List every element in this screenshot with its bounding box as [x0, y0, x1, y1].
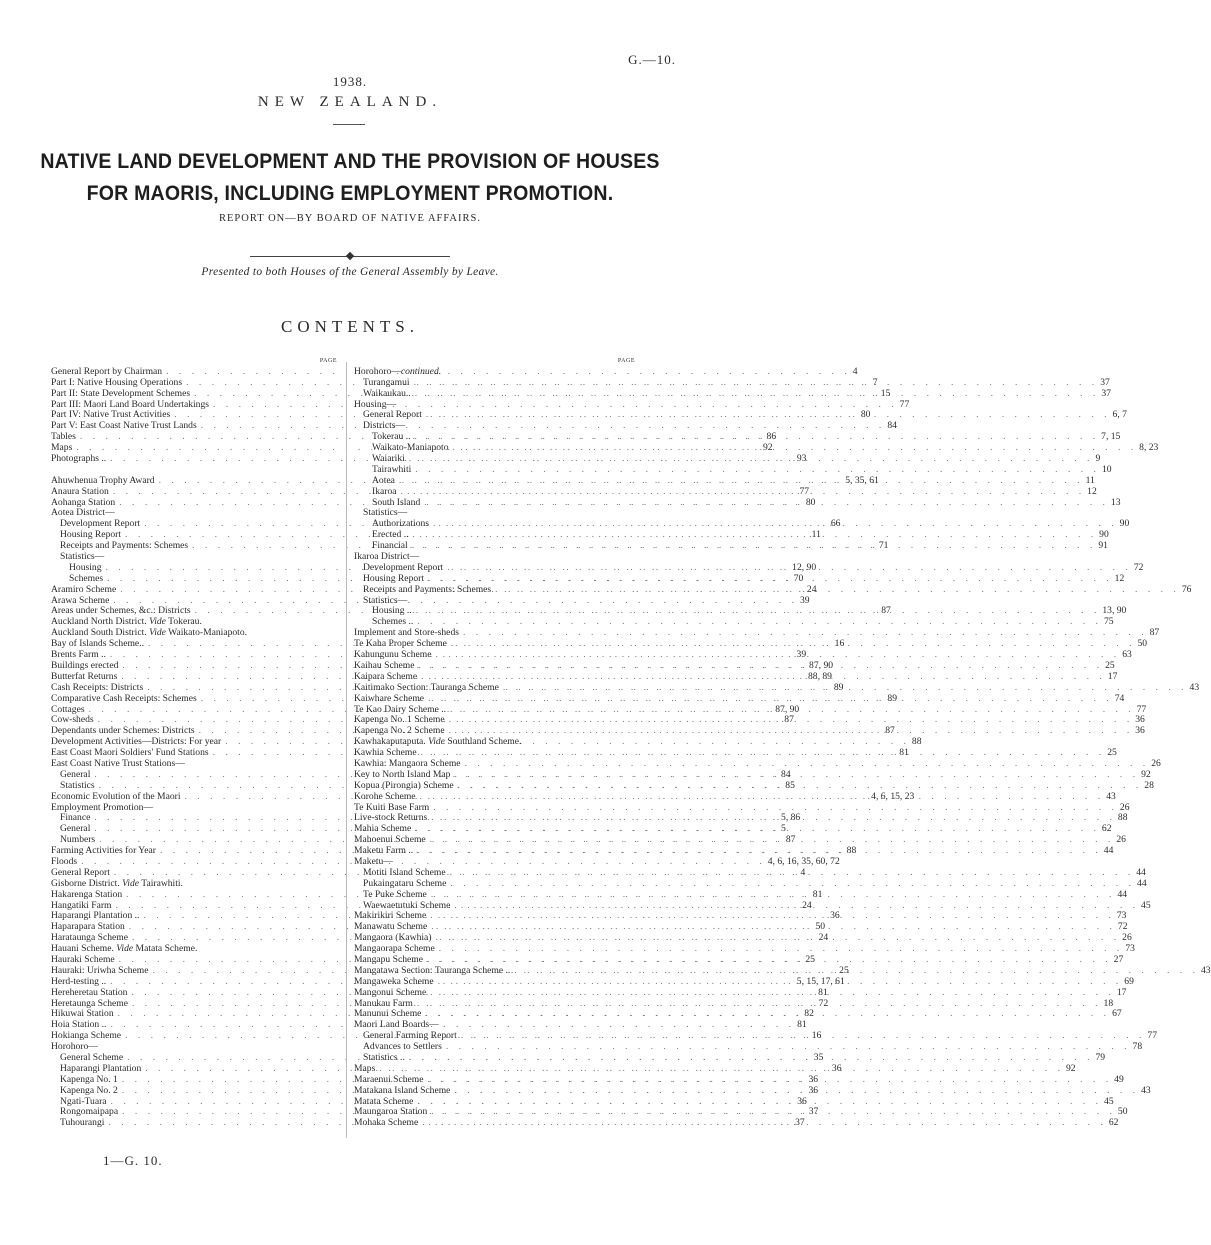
- entry-pages: 44: [1137, 877, 1147, 889]
- entry-label: East Coast Maori Soldiers' Fund Stations: [51, 747, 209, 759]
- entry-label: Mangapu Scheme: [354, 953, 424, 965]
- entry-pages: 9: [1095, 453, 1101, 465]
- page-column-label: PAGE: [617, 358, 635, 364]
- entry-label: General Farming Report: [363, 1030, 457, 1042]
- entry-label: Kopua (Pirongia) Scheme: [354, 779, 454, 791]
- entry-label: Statistics: [60, 779, 95, 791]
- entry-label: Employment Promotion—: [51, 801, 154, 813]
- entry-pages: 87, 90: [775, 703, 800, 715]
- entry-pages: 11: [1085, 474, 1095, 486]
- entry-label: Kapenga No. 2: [60, 1084, 118, 1096]
- entry-pages: 84: [781, 768, 791, 780]
- entry-pages: 84: [887, 420, 897, 432]
- entry-label: Te Kaha Proper Scheme: [354, 638, 447, 650]
- entry-label: Aotea: [372, 474, 395, 486]
- leader-dots: [426, 988, 1115, 999]
- entry-pages: 72: [1133, 561, 1144, 573]
- document-title: [25, 146, 676, 210]
- entry-pages: 80: [860, 409, 871, 421]
- entry-pages: 85: [785, 779, 795, 791]
- entry-label: Anaura Station: [51, 485, 109, 497]
- entry-label: Maraenui Scheme: [354, 1073, 424, 1085]
- entry-pages: 77: [1147, 1030, 1158, 1042]
- presented-line: Presented to both Houses of the General Assembly by Leave.: [201, 266, 499, 278]
- entry-label: Financial: [372, 540, 408, 552]
- entry-label: Kapenga No. 1 Scheme: [354, 714, 445, 726]
- entry-pages: 71: [878, 540, 889, 552]
- year: 1938.: [332, 74, 368, 89]
- entry-label: Statistics ..: [363, 1052, 405, 1063]
- entry-label: Cow-sheds: [51, 714, 94, 726]
- entry-label: Haparapara Station: [51, 921, 125, 933]
- contents-entry: [354, 877, 1147, 890]
- entry-pages: 90: [1099, 529, 1109, 541]
- entry-label: Auckland South District. Vide Waikato-Maniapoto.: [51, 627, 248, 639]
- entry-label: Horohoro—continued.: [354, 365, 442, 377]
- entry-pages: 36: [797, 1095, 807, 1107]
- entry-label: Kapenga No. 1: [60, 1073, 118, 1085]
- entry-label: Hokianga Scheme: [51, 1030, 122, 1042]
- entry-label: Part IV: Native Trust Activities: [51, 409, 171, 421]
- entry-label: Manukau Farm: [354, 997, 413, 1009]
- entry-label: Bay of Islands Scheme..: [51, 638, 144, 650]
- entry-label: Mangatawa Section: Tauranga Scheme ..: [354, 964, 511, 976]
- entry-pages: 16: [811, 1030, 822, 1042]
- entry-pages: 4, 6, 15, 23: [871, 790, 915, 802]
- entry-pages: 77: [799, 485, 810, 497]
- entry-label: Hauraki: Uriwha Scheme: [51, 964, 149, 976]
- entry-pages: 25: [805, 953, 815, 965]
- leader-dots: [499, 683, 1188, 694]
- entry-pages: 5, 35, 61: [845, 474, 879, 486]
- entry-pages: 72: [1117, 921, 1128, 933]
- entry-pages: 8, 23: [1139, 442, 1159, 454]
- entry-label: General Report by Chairman: [51, 365, 163, 377]
- entry-label: Brents Farm ..: [51, 649, 106, 661]
- entry-pages: 11: [811, 529, 821, 541]
- entry-pages: 24: [802, 899, 812, 911]
- entry-label: Hauani Scheme. Vide Matata Scheme.: [51, 943, 198, 955]
- entry-pages: 44: [1103, 845, 1114, 857]
- entry-label: Buildings erected: [51, 659, 119, 671]
- entry-label: Arawa Scheme: [51, 594, 110, 606]
- entry-pages: 36: [1135, 725, 1145, 737]
- entry-pages: 87: [881, 605, 891, 617]
- contents-entry: [51, 879, 337, 890]
- entry-label: Hereheretau Station: [51, 986, 128, 998]
- entry-label: Ngati-Tuara: [60, 1095, 107, 1107]
- entry-pages: 50: [1117, 1106, 1128, 1118]
- entry-label: Housing Report: [60, 529, 122, 541]
- page-footer: 1—G. 10.: [103, 1153, 163, 1168]
- entry-pages: 5, 86: [781, 812, 801, 824]
- entry-label: Aohanga Station: [51, 496, 116, 508]
- entry-label: Matata Scheme: [354, 1095, 414, 1107]
- entry-label: Maketu Farm ..: [354, 845, 414, 857]
- entry-pages: 13: [1110, 496, 1121, 508]
- leader-dots: [408, 541, 1097, 552]
- leader-dots: [421, 1009, 1110, 1020]
- entry-label: Authorizations: [372, 518, 430, 530]
- entry-pages: 82: [804, 1008, 814, 1020]
- short-rule: [333, 124, 365, 125]
- entry-pages: 81: [899, 747, 909, 759]
- entry-pages: 15: [880, 387, 891, 399]
- leader-dots: [424, 694, 1113, 705]
- entry-label: Rongomaipapa: [60, 1106, 119, 1118]
- leader-dots: [413, 846, 1102, 857]
- entry-pages: 37: [795, 1117, 805, 1129]
- entry-label: Kawhia: Mangaora Scheme: [354, 757, 461, 769]
- entry-label: Matakana Island Scheme: [354, 1084, 451, 1096]
- entry-label: Numbers: [60, 834, 96, 846]
- entry-label: Maori Land Boards—: [354, 1019, 439, 1031]
- entry-pages: 26: [1116, 834, 1126, 846]
- entry-label: Haparangi Plantation: [60, 1062, 142, 1074]
- leader-dots: [491, 585, 1180, 596]
- entry-pages: 62: [1101, 823, 1112, 835]
- entry-pages: 62: [1108, 1117, 1119, 1129]
- leader-dots: [416, 792, 1105, 803]
- entry-pages: 70: [793, 572, 804, 584]
- entry-label: Housing—: [354, 398, 397, 410]
- leader-dots: [411, 389, 1100, 400]
- entry-pages: 39: [799, 594, 810, 606]
- entry-label: Mangaweka Scheme: [354, 975, 434, 987]
- entry-label: Pukaingataru Scheme: [363, 877, 447, 889]
- entry-label: Mahoenui Scheme: [354, 834, 426, 846]
- entry-pages: 44: [1117, 888, 1128, 900]
- entry-label: Manunui Scheme: [354, 1008, 422, 1020]
- leader-dots: [418, 1118, 1107, 1129]
- entry-pages: 35: [813, 1052, 824, 1063]
- entry-pages: 39: [796, 649, 807, 661]
- entry-pages: 25: [1105, 659, 1115, 671]
- entry-label: Waikaukau..: [363, 387, 411, 399]
- entry-label: Key to North Island Map: [354, 768, 451, 780]
- entry-label: Herd-testing ..: [51, 975, 107, 987]
- entry-pages: 89: [887, 692, 897, 704]
- entry-label: Part II: State Development Schemes: [51, 387, 191, 399]
- entry-pages: 93: [796, 453, 807, 465]
- leader-dots: [450, 1086, 1139, 1097]
- entry-pages: 16: [834, 638, 845, 650]
- entry-label: Kaihau Scheme: [354, 659, 415, 671]
- entry-pages: 87: [885, 725, 895, 737]
- entry-label: Dependants under Schemes: Districts: [51, 725, 195, 737]
- entry-pages: 12: [1114, 572, 1125, 584]
- entry-label: Kahungunu Scheme: [354, 649, 432, 661]
- entry-label: Te Kuiti Base Farm: [354, 801, 430, 813]
- entry-label: Receipts and Payments: Schemes: [60, 540, 189, 552]
- entry-label: Areas under Schemes, &c.: Districts: [51, 605, 191, 617]
- entry-pages: 87: [784, 714, 794, 726]
- entry-label: Housing: [69, 561, 102, 573]
- entry-label: Kaiwhare Scheme: [354, 692, 425, 704]
- entry-pages: 36: [1135, 714, 1145, 726]
- entry-pages: 43: [1141, 1084, 1151, 1096]
- entry-pages: 12: [1087, 485, 1097, 497]
- entry-label: Makirikiri Scheme: [354, 910, 427, 922]
- entry-pages: 17: [1116, 986, 1127, 998]
- entry-pages: 67: [1112, 1008, 1122, 1020]
- country-heading: NEW ZEALAND.: [257, 94, 443, 110]
- entry-pages: 7, 15: [1101, 431, 1121, 443]
- entry-pages: 37: [1100, 376, 1110, 388]
- page-column-label: PAGE: [319, 358, 337, 364]
- entry-label: Statistics—: [60, 551, 105, 563]
- entry-pages: 26: [1151, 757, 1161, 769]
- entry-pages: 77: [1136, 703, 1147, 715]
- entry-label: Mahia Scheme: [354, 823, 412, 835]
- entry-label: South Island: [372, 496, 421, 508]
- entry-label: Receipts and Payments: Schemes: [363, 583, 492, 595]
- entry-label: Farming Activities for Year: [51, 845, 156, 857]
- entry-label: Waikato-Maniapoto: [372, 442, 449, 454]
- entry-pages: 37: [1101, 387, 1111, 399]
- entry-pages: 10: [1101, 463, 1112, 475]
- entry-label: Implement and Store-sheds: [354, 627, 459, 639]
- entry-label: Hangatiki Farm: [51, 899, 112, 911]
- entry-label: East Coast Native Trust Stations—: [51, 757, 185, 769]
- entry-pages: 24: [806, 583, 817, 595]
- entry-pages: 77: [899, 398, 910, 410]
- entry-label: Tairawhiti: [372, 463, 412, 475]
- entry-pages: 45: [1141, 899, 1151, 911]
- entry-label: Districts—: [363, 420, 406, 432]
- entry-label: Aramiro Scheme: [51, 583, 117, 595]
- entry-pages: 87: [785, 834, 796, 846]
- entry-label: Heretaunga Scheme: [51, 997, 128, 1009]
- entry-pages: 92: [1141, 768, 1151, 780]
- entry-label: Maungaroa Station: [354, 1106, 428, 1118]
- entry-pages: 89: [833, 681, 844, 693]
- leader-dots: [420, 498, 1109, 509]
- entry-label: Ahuwhenua Trophy Award: [51, 474, 155, 486]
- entry-label: General: [60, 823, 91, 835]
- entry-pages: 36: [830, 910, 840, 922]
- entry-label: Development Activities—Districts: For year: [51, 736, 222, 748]
- entry-label: Cash Receipts: Districts: [51, 681, 144, 693]
- entry-label: Cottages: [51, 703, 85, 715]
- entry-pages: 88, 89: [807, 670, 832, 682]
- entry-pages: 73: [1116, 910, 1127, 922]
- entry-label: Hoia Station ..: [51, 1019, 107, 1031]
- entry-label: Tuhourangi: [60, 1117, 105, 1129]
- entry-pages: 72: [818, 997, 829, 1009]
- entry-label: Hauraki Scheme: [51, 953, 115, 965]
- leader-dots: [427, 890, 1116, 901]
- entry-pages: 88: [911, 736, 922, 748]
- ornament-diamond: [346, 252, 354, 260]
- title-line-2: FOR MAORIS, INCLUDING EMPLOYMENT PROMOTION.: [86, 182, 614, 205]
- entry-pages: 28: [1144, 779, 1154, 791]
- entry-label: Mangaora (Kawhia): [354, 932, 432, 944]
- entry-label: Development Report: [363, 561, 444, 573]
- entry-label: Mangonui Scheme: [354, 986, 427, 998]
- entry-pages: 50: [815, 921, 826, 933]
- entry-pages: 66: [830, 518, 841, 530]
- entry-label: Butterfat Returns: [51, 670, 118, 682]
- entry-pages: 78: [1132, 1041, 1143, 1053]
- entry-pages: 87, 90: [809, 659, 834, 671]
- leader-dots: [397, 487, 1086, 498]
- entry-label: Aotea District—: [51, 507, 115, 519]
- entry-label: Mohaka Scheme: [354, 1117, 419, 1129]
- entry-label: Schemes: [69, 572, 104, 584]
- entry-label: Housing ..: [372, 605, 412, 617]
- entry-label: Statistics—: [363, 507, 408, 519]
- entry-pages: 25: [1107, 747, 1117, 759]
- entry-label: Part I: Native Housing Operations: [51, 376, 183, 388]
- entry-label: Waiariki: [372, 453, 405, 465]
- entry-label: Kawhia Scheme: [354, 747, 417, 759]
- entry-pages: 63: [1122, 649, 1132, 661]
- entry-label: Mangaorapa Scheme: [354, 943, 435, 955]
- entry-label: Hikuwai Station: [51, 1008, 114, 1020]
- entry-pages: 12, 90: [792, 561, 817, 573]
- entry-pages: 44: [1136, 866, 1146, 878]
- entry-label: Live-stock Returns: [354, 812, 428, 824]
- entry-pages: 13, 90: [1102, 605, 1127, 617]
- entry-pages: 36: [808, 1084, 819, 1096]
- entry-pages: 6, 7: [1112, 409, 1127, 421]
- entry-pages: 81: [818, 986, 828, 998]
- entry-pages: 80: [805, 496, 816, 508]
- entry-pages: 92: [762, 442, 773, 454]
- entry-label: Harataunga Scheme: [51, 932, 128, 944]
- entry-pages: 36: [808, 1073, 819, 1085]
- entry-label: Photographs ..: [51, 453, 107, 465]
- entry-pages: 26: [1122, 932, 1132, 944]
- entry-pages: 49: [1114, 1073, 1124, 1085]
- entry-label: Statistics—: [363, 594, 408, 606]
- entry-pages: 81: [812, 888, 823, 900]
- entry-pages: 26: [1119, 801, 1130, 813]
- entry-label: Te Puke Scheme: [363, 888, 427, 900]
- entry-pages: 43: [1106, 790, 1116, 802]
- page-reference: G.—10.: [628, 52, 676, 67]
- entry-pages: 37: [808, 1106, 819, 1118]
- entry-pages: 24: [818, 932, 829, 944]
- entry-pages: 18: [1103, 997, 1114, 1009]
- entry-label: Maketu—: [354, 855, 393, 867]
- entry-pages: 87: [1149, 627, 1160, 639]
- entry-pages: 75: [1103, 616, 1114, 628]
- entry-pages: 43: [1200, 964, 1211, 976]
- entry-label: Advances to Settlers: [363, 1041, 442, 1053]
- entry-label: Kaipara Scheme: [354, 670, 418, 682]
- entry-pages: 45: [1104, 1095, 1114, 1107]
- entry-pages: 90: [1119, 518, 1130, 530]
- entry-label: Turangamui: [363, 376, 410, 388]
- entry-label: Kawhakaputaputa. Vide Southland Scheme.: [354, 736, 522, 748]
- entry-label: General Report: [51, 866, 110, 878]
- entry-label: General Report: [363, 409, 422, 421]
- leader-dots: [454, 781, 1143, 792]
- entry-label: Comparative Cash Receipts: Schemes: [51, 692, 197, 704]
- entry-label: Finance: [60, 812, 91, 824]
- entry-label: Ikaroa District—: [354, 551, 420, 563]
- entry-pages: 91: [1098, 540, 1108, 552]
- entry-pages: 86: [766, 431, 777, 443]
- entry-pages: 4: [852, 365, 858, 377]
- entry-label: Kapenga No. 2 Scheme: [354, 725, 445, 737]
- entry-pages: 50: [1137, 638, 1148, 650]
- entry-pages: 81: [797, 1019, 807, 1031]
- entry-label: General Scheme: [60, 1052, 124, 1063]
- title-line-1: NATIVE LAND DEVELOPMENT AND THE PROVISION OF HOUSES: [40, 150, 660, 173]
- entry-label: Motiti Island Scheme: [363, 866, 446, 878]
- entry-pages: 88: [846, 845, 857, 857]
- entry-pages: 79: [1095, 1052, 1106, 1063]
- entry-label: Tables: [51, 431, 76, 443]
- entry-label: Haparangi Plantation ..: [51, 910, 140, 922]
- entry-label: Waewaetutuki Scheme: [363, 899, 451, 911]
- entry-pages: 76: [1181, 583, 1192, 595]
- leader-dots: [445, 726, 1134, 737]
- entry-label: Manawatu Scheme: [354, 921, 428, 933]
- entry-label: Hakarenga Station: [51, 888, 123, 900]
- entry-label: Development Report: [60, 518, 141, 530]
- entry-pages: 5: [781, 823, 786, 835]
- entry-pages: 43: [1189, 681, 1200, 693]
- entry-pages: 27: [1113, 953, 1124, 965]
- entry-label: General: [60, 768, 91, 780]
- entry-label: Economic Evolution of the Maori: [51, 790, 181, 802]
- entry-label: Horohoro—: [51, 1041, 98, 1053]
- entry-label: Schemes ..: [372, 616, 414, 628]
- entry-pages: 74: [1114, 692, 1125, 704]
- column-divider: [346, 362, 347, 1138]
- entry-label: Part III: Maori Land Board Undertakings: [51, 398, 209, 410]
- entry-label: Part V: East Coast Native Trust Lands: [51, 420, 197, 432]
- entry-label: Maps: [354, 1062, 376, 1074]
- entry-label: Tokerau ..: [372, 431, 411, 443]
- entry-pages: 73: [1125, 943, 1135, 955]
- entry-label: Te Kao Dairy Scheme ..: [354, 703, 447, 715]
- entry-pages: 88: [1117, 812, 1128, 824]
- entry-pages: 17: [1107, 670, 1118, 682]
- entry-label: Auckland North District. Vide Tokerau.: [51, 616, 202, 628]
- entry-label: Maps: [51, 442, 73, 454]
- entry-label: Housing Report: [363, 572, 425, 584]
- entry-pages: 7: [872, 376, 878, 388]
- entry-pages: 69: [1124, 975, 1134, 987]
- report-subtitle: REPORT ON—BY BOARD OF NATIVE AFFAIRS.: [219, 213, 481, 224]
- entry-label: Korohe Scheme: [354, 790, 416, 802]
- entry-label: Gisborne District. Vide Tairawhiti.: [51, 877, 183, 889]
- entry-label: Kaitimako Section: Tauranga Scheme: [354, 681, 499, 693]
- entry-pages: 36: [831, 1062, 842, 1074]
- entry-pages: 25: [839, 964, 849, 976]
- entry-label: Erected ..: [372, 529, 409, 541]
- entry-pages: 92: [1065, 1062, 1076, 1074]
- entry-label: Ikaroa: [372, 485, 397, 497]
- entry-pages: 5, 15, 17, 61: [796, 975, 845, 987]
- contents-heading: CONTENTS.: [280, 317, 420, 336]
- entry-pages: 4: [800, 866, 806, 878]
- entry-label: Floods: [51, 855, 78, 867]
- leader-dots: [422, 410, 1111, 421]
- entry-pages: 4, 6, 16, 35, 60, 72: [767, 855, 840, 867]
